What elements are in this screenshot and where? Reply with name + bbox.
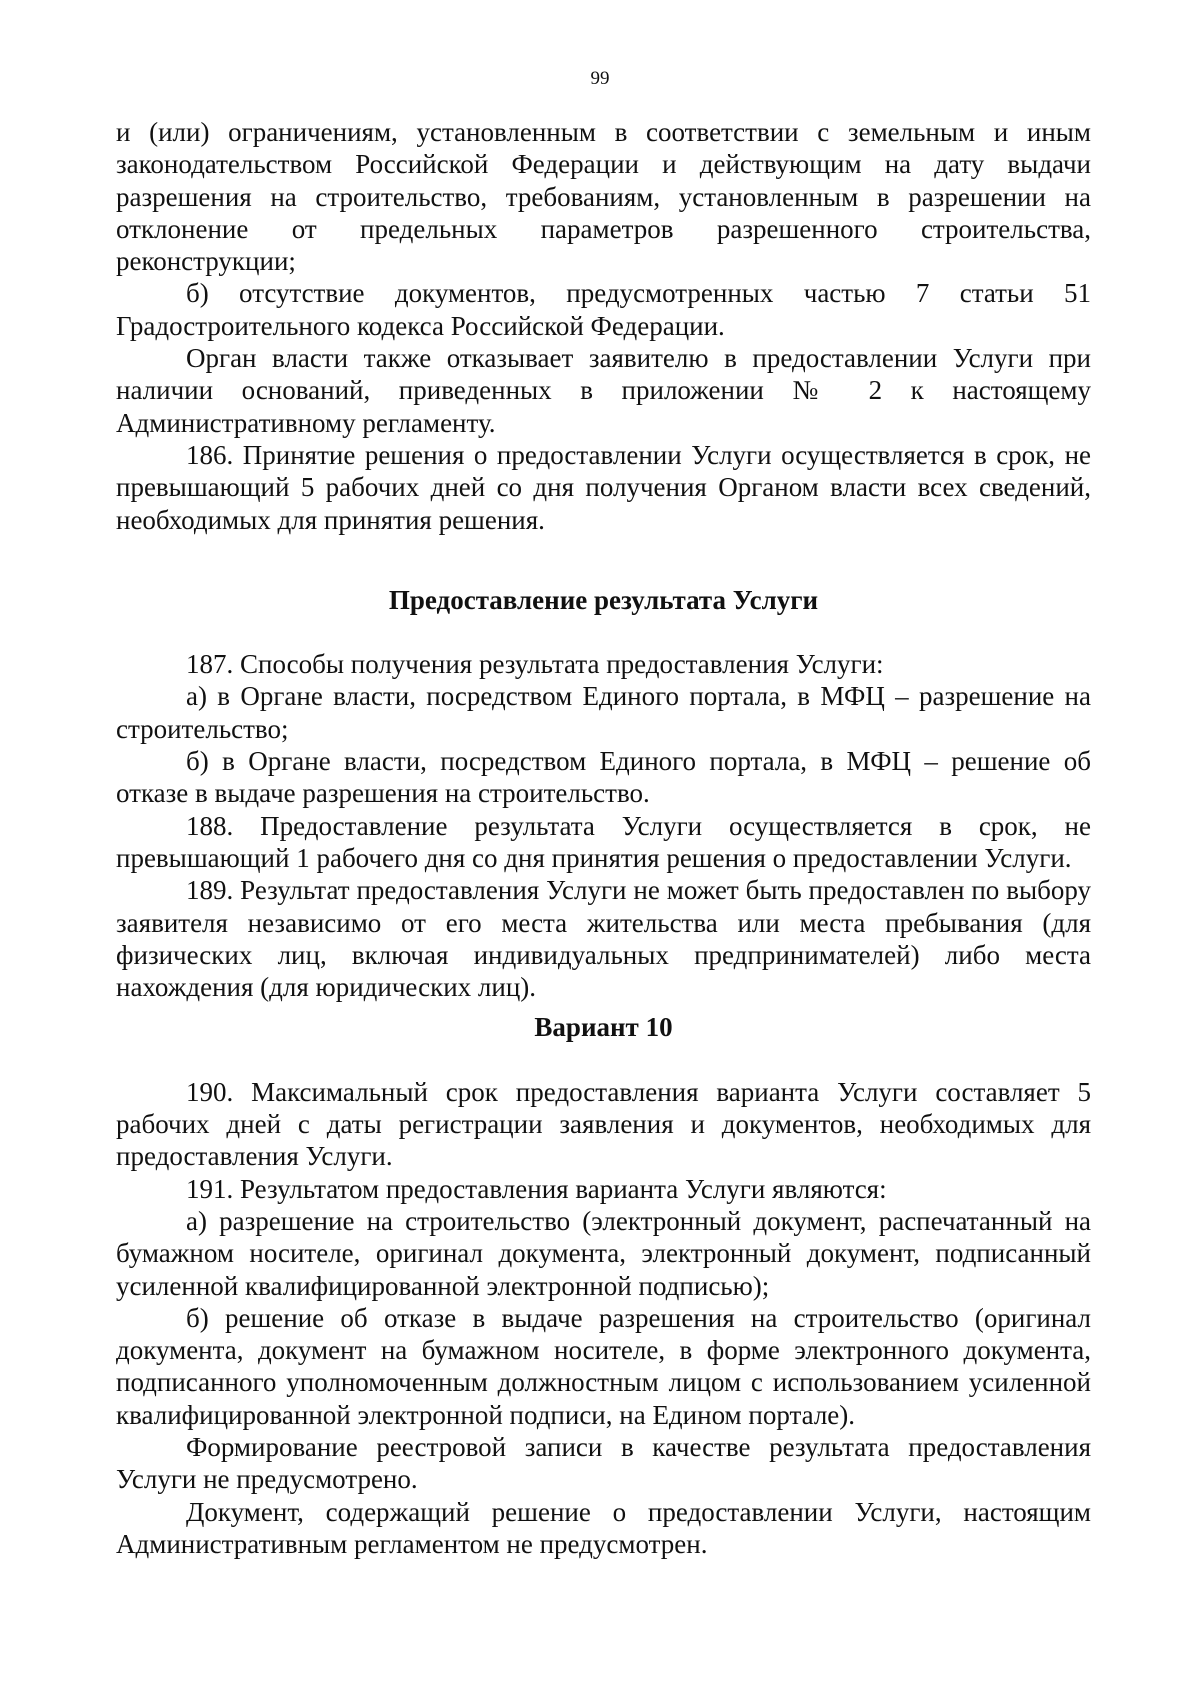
- paragraph-191-b: б) решение об отказе в выдаче разрешения на строительство (оригинал документа, документ на бумажном носителе, в форме электронного документа, подписанного уполномоченным должностным лицом с использованием усиленной квалифицированной электронной подписи, на Едином портале).: [116, 1302, 1091, 1430]
- paragraph-registry-record: Формирование реестровой записи в качестве результата предоставления Услуги не предусмотрено.: [116, 1431, 1091, 1495]
- paragraph-190: 190. Максимальный срок предоставления варианта Услуги составляет 5 рабочих дней с даты регистрации заявления и документов, необходимых для предоставления Услуги.: [116, 1076, 1091, 1172]
- paragraph-continuation: и (или) ограничениям, установленным в соответствии с земельным и иным законодательством Российской Федерации и действующим на дату выдачи разрешения на строительство, требованиям, установленным в разрешении на отклонение от предельных параметров разрешенного строительства, реконструкции;: [116, 117, 1091, 277]
- paragraph-decision-document: Документ, содержащий решение о предоставлении Услуги, настоящим Административным регламентом не предусмотрен.: [116, 1496, 1091, 1559]
- paragraph-188: 188. Предоставление результата Услуги осуществляется в срок, не превышающий 1 рабочего дня со дня принятия решения о предоставлении Услуги.: [116, 810, 1091, 873]
- section-heading-variant-10: Вариант 10: [534, 1012, 673, 1043]
- section-heading-result: Предоставление результата Услуги: [388, 584, 819, 615]
- paragraph-191-a: а) разрешение на строительство (электронный документ, распечатанный на бумажном носителе, оригинал документа, электронный документ, подписанный усиленной квалифицированной электронной подписью);: [116, 1205, 1091, 1301]
- paragraph-187: 187. Способы получения результата предоставления Услуги:: [186, 649, 884, 680]
- page-content: [116, 116, 1091, 1560]
- paragraph-187-a: а) в Органе власти, посредством Единого портала, в МФЦ – разрешение на строительство;: [116, 681, 1091, 744]
- paragraph-refusal-grounds: Орган власти также отказывает заявителю в предоставлении Услуги при наличии оснований, приведенных в приложении № 2 к настоящему Административному регламенту.: [116, 343, 1091, 438]
- paragraph-186: 186. Принятие решения о предоставлении Услуги осуществляется в срок, не превышающий 5 рабочих дней со дня получения Органом власти всех сведений, необходимых для принятия решения.: [116, 439, 1091, 535]
- paragraph-item-b-absence-docs: б) отсутствие документов, предусмотренных частью 7 статьи 51 Градостроительного кодекса Российской Федерации.: [116, 278, 1091, 341]
- paragraph-189: 189. Результат предоставления Услуги не может быть предоставлен по выбору заявителя независимо от его места жительства или места пребывания (для физических лиц, включая индивидуальных предпринимателей) либо места нахождения (для юридических лиц).: [116, 875, 1091, 1003]
- page-number: 99: [590, 68, 610, 89]
- paragraph-187-b: б) в Органе власти, посредством Единого портала, в МФЦ – решение об отказе в выдаче разрешения на строительство.: [116, 746, 1091, 809]
- paragraph-191: 191. Результатом предоставления варианта Услуги являются:: [186, 1173, 887, 1204]
